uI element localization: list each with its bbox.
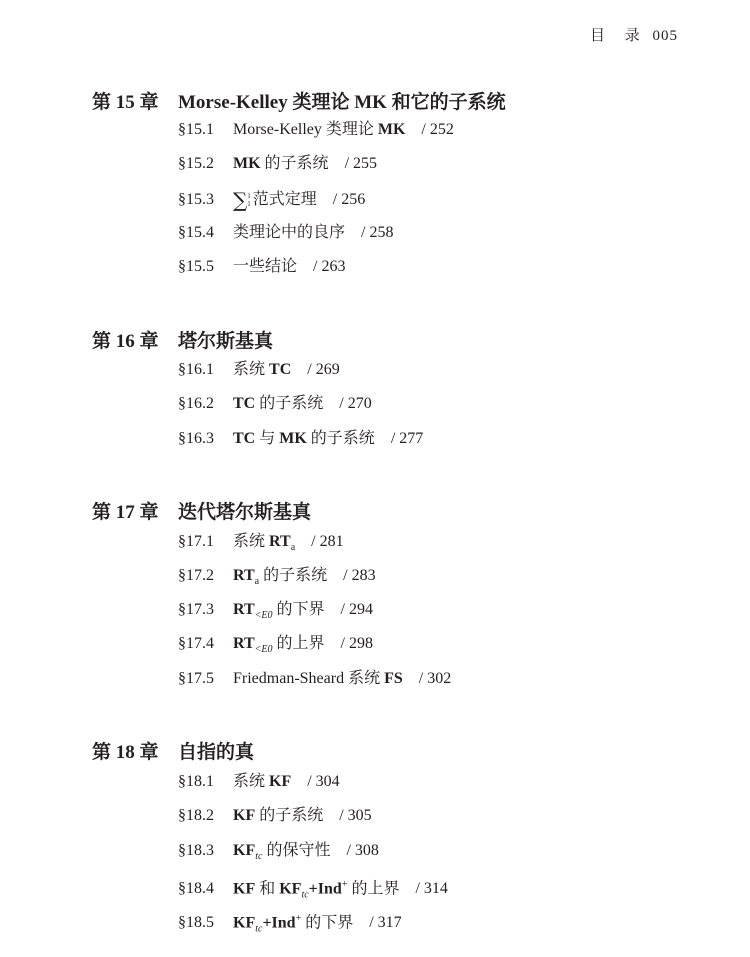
subscript: <E0 xyxy=(254,610,273,622)
toc-entry[interactable] xyxy=(178,119,454,141)
toc-entry[interactable] xyxy=(178,359,340,381)
section-term: KF xyxy=(233,880,256,898)
section-text: 类理论中的良序 xyxy=(233,224,346,241)
chapter-number: 第 16 章 xyxy=(92,331,159,352)
section-text: Friedman-Sheard 系统 xyxy=(233,670,385,687)
section-number: §16.3 xyxy=(178,430,214,447)
section-term: TC xyxy=(269,361,292,378)
page-number: / 256 xyxy=(332,191,366,208)
section-term: MK xyxy=(279,430,307,447)
toc-entry[interactable] xyxy=(178,428,423,450)
toc-entry[interactable] xyxy=(178,531,344,553)
section-term: RT xyxy=(269,533,291,550)
superscript: + xyxy=(341,879,348,890)
page-number: / 283 xyxy=(343,567,376,584)
section-number: §18.5 xyxy=(178,914,214,932)
section-number: §15.2 xyxy=(178,155,214,172)
page-number: / 317 xyxy=(369,914,402,932)
page-number: / 294 xyxy=(340,601,373,618)
section-text: 范式定理 xyxy=(252,191,317,208)
subscript: tc xyxy=(255,851,263,863)
toc-entry[interactable] xyxy=(178,908,402,935)
toc-entry[interactable] xyxy=(178,189,365,211)
page-number: / 281 xyxy=(311,533,344,550)
section-number: §18.4 xyxy=(178,880,214,898)
section-term: MK xyxy=(377,121,406,138)
chapter-number: 第 17 章 xyxy=(92,502,159,523)
section-number: §18.3 xyxy=(178,842,214,859)
section-text: 的子系统 xyxy=(306,430,375,447)
section-number: §15.1 xyxy=(178,121,214,138)
running-head-title: 目 录 xyxy=(589,28,648,44)
toc-entry[interactable] xyxy=(178,393,372,415)
chapter-title: 迭代塔尔斯基真 xyxy=(178,502,312,523)
toc-entry[interactable] xyxy=(178,222,393,244)
section-number: §17.2 xyxy=(178,567,214,584)
section-text: 的子系统 xyxy=(255,395,324,412)
section-term: TC xyxy=(233,395,256,412)
section-number: §18.1 xyxy=(178,773,214,790)
section-term: +Ind xyxy=(262,914,296,932)
section-text: 和 xyxy=(255,880,280,898)
page-number: / 304 xyxy=(307,773,340,790)
summation-symbol: ∑ xyxy=(233,188,248,212)
section-text: 的上界 xyxy=(347,880,400,898)
page-number: / 269 xyxy=(307,361,340,378)
section-number: §15.3 xyxy=(178,191,214,208)
page-number: / 270 xyxy=(339,395,372,412)
section-term: MK xyxy=(233,155,261,172)
page-number: / 308 xyxy=(346,842,379,859)
toc-entry[interactable] xyxy=(178,668,451,690)
section-text: Morse-Kelley 类理论 xyxy=(233,121,378,138)
chapter-title: Morse-Kelley 类理论 MK 和它的子系统 xyxy=(178,92,506,113)
chapter-title: 自指的真 xyxy=(178,742,255,763)
chapter-title: 塔尔斯基真 xyxy=(178,331,274,352)
section-number: §17.4 xyxy=(178,635,214,652)
page-number: / 263 xyxy=(313,258,346,275)
section-term: KF xyxy=(279,880,302,898)
page-number: / 277 xyxy=(390,430,424,447)
running-head xyxy=(590,24,678,45)
section-text: 的下界 xyxy=(272,601,325,618)
toc-entry[interactable] xyxy=(178,771,340,793)
section-term: RT xyxy=(233,567,255,584)
page-number: / 298 xyxy=(340,635,373,652)
toc-entry[interactable] xyxy=(178,565,376,587)
section-term: RT xyxy=(233,601,255,618)
section-number: §17.3 xyxy=(178,601,214,618)
toc-entry[interactable] xyxy=(178,805,372,827)
page-number: / 255 xyxy=(344,155,378,172)
section-term: KF xyxy=(269,773,292,790)
section-term: RT xyxy=(233,635,255,652)
page-number: / 314 xyxy=(415,880,448,898)
subscript: tc xyxy=(255,923,263,935)
page-number: / 258 xyxy=(361,224,394,241)
sum-bottom: 1 xyxy=(247,200,251,209)
section-text: 系统 xyxy=(233,361,270,378)
chapter-heading[interactable] xyxy=(92,87,506,114)
subscript: <E0 xyxy=(254,644,273,656)
chapter-heading[interactable] xyxy=(92,737,254,764)
section-term: KF xyxy=(233,914,256,932)
toc-entry[interactable] xyxy=(178,840,379,862)
section-text: 的子系统 xyxy=(260,155,329,172)
toc-entry[interactable] xyxy=(178,874,448,901)
section-term: TC xyxy=(233,430,256,447)
toc-entry[interactable] xyxy=(178,256,345,278)
section-number: §15.4 xyxy=(178,224,214,241)
section-number: §16.2 xyxy=(178,395,214,412)
toc-entry[interactable] xyxy=(178,153,377,175)
section-text: 的子系统 xyxy=(259,567,328,584)
section-text: 的保守性 xyxy=(262,842,331,859)
page-number: / 252 xyxy=(421,121,454,138)
toc-entry[interactable] xyxy=(178,633,373,655)
section-text: 系统 xyxy=(233,773,270,790)
toc-entry[interactable] xyxy=(178,599,373,621)
section-text: 的下界 xyxy=(301,914,354,932)
section-term: FS xyxy=(384,670,403,687)
page-number: / 305 xyxy=(339,807,372,824)
subscript: tc xyxy=(301,889,309,901)
chapter-number: 第 15 章 xyxy=(92,92,159,113)
subscript: a xyxy=(254,576,260,588)
section-number: §15.5 xyxy=(178,258,214,275)
chapter-number: 第 18 章 xyxy=(92,742,159,763)
section-text: 的子系统 xyxy=(255,807,324,824)
subscript: a xyxy=(290,542,296,554)
sum-top: 1 xyxy=(247,192,251,201)
section-text: 的上界 xyxy=(272,635,325,652)
section-term: KF xyxy=(233,807,256,824)
page-number: / 302 xyxy=(418,670,452,687)
summation-limits xyxy=(247,192,251,208)
section-number: §17.5 xyxy=(178,670,214,687)
section-text: 一些结论 xyxy=(233,258,298,275)
section-number: §18.2 xyxy=(178,807,214,824)
running-head-page: 005 xyxy=(652,28,678,44)
section-text: 系统 xyxy=(233,533,270,550)
chapter-heading[interactable] xyxy=(92,497,311,524)
section-term: KF xyxy=(233,842,256,859)
section-text: 与 xyxy=(255,430,280,447)
section-number: §17.1 xyxy=(178,533,214,550)
section-term: +Ind xyxy=(308,880,342,898)
superscript: + xyxy=(295,913,302,924)
chapter-heading[interactable] xyxy=(92,326,273,353)
section-number: §16.1 xyxy=(178,361,214,378)
